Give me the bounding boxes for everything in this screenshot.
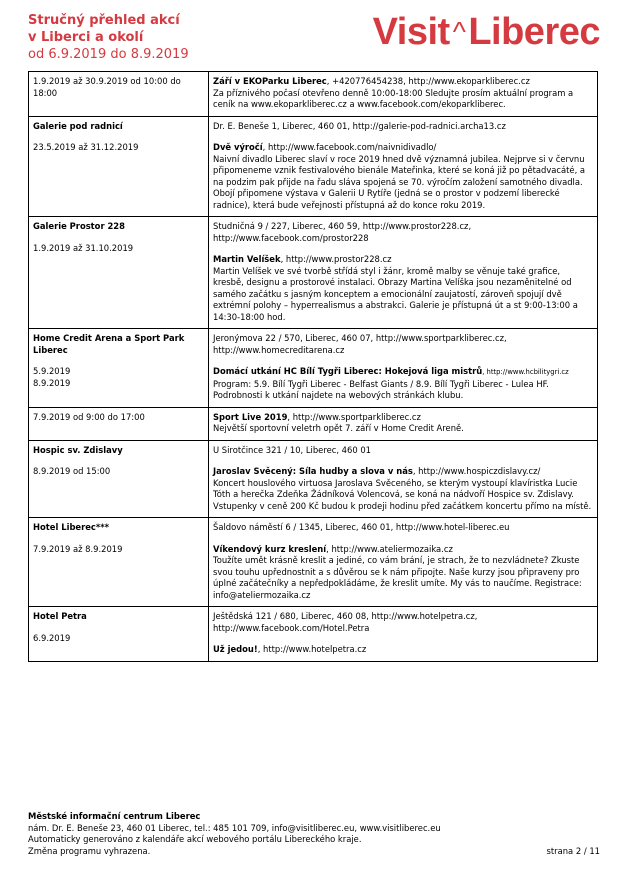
venue-row: [29, 440, 598, 518]
event-date: 23.5.2019 až 31.12.2019: [33, 142, 139, 152]
venue-details-cell: [209, 329, 598, 408]
venue-info-cell: [29, 116, 209, 217]
venue-address: Dr. E. Beneše 1, Liberec, 460 01, http://galerie-pod-radnici.archa13.cz: [213, 120, 506, 131]
visit-liberec-logo: [373, 12, 600, 52]
event-title: Dvě výročí: [213, 142, 263, 152]
event-title-line: [213, 466, 593, 478]
spacer: [33, 233, 204, 243]
event-title-line: [213, 76, 593, 88]
logo-caret-icon: ^: [452, 16, 466, 47]
venue-address: Jeronýmova 22 / 570, Liberec, 460 07, http://www.sportparkliberec.cz, http://www.homecreditarena.cz: [213, 333, 507, 355]
event-contact: , +420776454238, http://www.ekoparkliberec.cz: [326, 76, 530, 86]
venue-info-cell: [29, 217, 209, 329]
venue-row: [29, 407, 598, 440]
event-title-line: [213, 366, 593, 379]
subtitle-date-range: od 6.9.2019 do 8.9.2019: [28, 47, 189, 62]
footer-generated-note: Automaticky generováno z kalendáře akcí webového portálu Libereckého kraje.: [28, 834, 362, 844]
event-description: Koncert houslového virtuosa Jaroslava Svěceného, se kterým vystoupí klavíristka Lucie Tóth a herečka Zdeňka Žádníková Volencová, se koná na nádvoří Hospice sv. Zdislavy. Vstupenky v ceně 200 Kč budou k prodeji hodinu před začátkem koncertu přímo na místě.: [213, 477, 592, 511]
venue-row: [29, 607, 598, 662]
venue-info-cell: [29, 407, 209, 440]
event-date: 1.9.2019 až 31.10.2019: [33, 242, 134, 253]
event-contact: , http://www.prostor228.cz: [280, 254, 392, 264]
event-date: 7.9.2019 až 8.9.2019: [33, 543, 123, 554]
spacer: [213, 456, 593, 466]
venue-details-cell: [209, 440, 598, 518]
event-description: Za příznivého počasí otevřeno denně 10:00-18:00 Sledujte prosím aktuální program a ceník na www.ekoparkliberec.cz a www.facebook.com/ekoparkliberec.: [213, 87, 574, 109]
spacer: [33, 132, 204, 142]
venue-info-cell: [29, 329, 209, 408]
event-description: Toužíte umět krásně kreslit a jediné, co vám brání, je strach, že to nezvládnete? Zkuste svou touhu upřednostnit a s důvěrou se k nám připojte. Naše kurzy jsou připraveny pro úplné začátečníky a nepředpokládáme, že kreslit umíte. My vás to naučíme. Registrace: info@ateliermozaika.cz: [213, 555, 582, 600]
footer-disclaimer: Změna programu vyhrazena.: [28, 845, 151, 856]
venue-address: Ještědská 121 / 680, Liberec, 460 08, http://www.hotelpetra.cz, http://www.facebook.com/Hotel.Petra: [213, 611, 478, 633]
venue-name: Home Credit Arena a Sport Park Liberec: [33, 333, 185, 355]
event-contact: , http://www.ateliermozaika.cz: [326, 543, 453, 554]
event-title-line: [213, 254, 593, 266]
spacer: [213, 534, 593, 544]
venue-details-cell: [209, 72, 598, 117]
venue-name: Hospic sv. Zdislavy: [33, 444, 123, 455]
venue-info-cell: [29, 518, 209, 607]
spacer: [213, 132, 593, 142]
spacer: [213, 634, 593, 644]
footer-address: nám. Dr. E. Beneše 23, 460 01 Liberec, tel.: 485 101 709, info@visitliberec.eu, www.visitliberec.eu: [28, 822, 441, 833]
venue-address: U Sirotčince 321 / 10, Liberec, 460 01: [213, 444, 371, 455]
spacer: [33, 356, 204, 366]
venue-name: Galerie pod radnicí: [33, 120, 123, 131]
venue-details-cell: [209, 518, 598, 607]
footer-org: Městské informační centrum Liberec: [28, 811, 201, 821]
event-contact: , http://www.hotelpetra.cz: [257, 644, 367, 654]
subtitle-block: [28, 12, 189, 63]
page-header: [28, 12, 600, 68]
event-title: Září v EKOParku Liberec: [213, 76, 327, 86]
event-contact: , http://www.hospiczdislavy.cz/: [412, 466, 541, 476]
page-number: strana 2 / 11: [546, 845, 600, 856]
venue-details-cell: [209, 116, 598, 217]
event-contact: , http://www.facebook.com/naivnidivadlo/: [262, 142, 437, 152]
event-title: Domácí utkání HC Bílí Tygři Liberec: Hokejová liga mistrů: [213, 366, 483, 376]
events-table: [28, 71, 598, 662]
event-contact: , http://www.sportparkliberec.cz: [287, 411, 421, 422]
venue-row: [29, 329, 598, 408]
spacer: [213, 356, 593, 366]
venue-info-cell: [29, 72, 209, 117]
venue-details-cell: [209, 407, 598, 440]
page-footer: [28, 811, 600, 857]
event-title-line: [213, 644, 593, 656]
logo-word-visit: Visit: [372, 11, 450, 53]
spacer: [33, 623, 204, 633]
venue-name: Hotel Petra: [33, 611, 87, 621]
venue-row: [29, 518, 598, 607]
venue-name: Hotel Liberec***: [33, 522, 110, 532]
venue-row: [29, 116, 598, 217]
venue-row: [29, 72, 598, 117]
venue-info-cell: [29, 607, 209, 662]
event-description: Největší sportovní veletrh opět 7. září v Home Credit Areně.: [213, 423, 464, 433]
event-title: Už jedou!: [213, 644, 258, 654]
event-description: Naivní divadlo Liberec slaví v roce 2019 hned dvě významná jubilea. Nejprve si v červnu připomeneme vznik festivalového bienále Mateřinka, které se koná již po pětadvacáté, a na podzim pak přijde na řadu sláva spojená se 70. výročím založení samotného divadla. Obojí připomene výstava v Galerii U Rytíře (jedná se o prostor v podzemí liberecké radnice), která bude veřejnosti přístupná až do konce roku 2019.: [213, 153, 586, 210]
venue-details-cell: [209, 217, 598, 329]
subtitle-line-2: v Liberci a okolí: [28, 30, 144, 45]
event-description: Program: 5.9. Bílí Tygři Liberec - Belfast Giants / 8.9. Bílí Tygři Liberec - Lulea HF. Podrobnosti k utkání najdete na webových stránkách klubu.: [213, 378, 549, 400]
venue-details-cell: [209, 607, 598, 662]
event-title-line: [213, 412, 593, 424]
spacer: [33, 534, 204, 544]
event-date: 8.9.2019 od 15:00: [33, 466, 111, 476]
event-title: Víkendový kurz kreslení: [213, 543, 327, 554]
spacer: [213, 244, 593, 254]
subtitle-line-1: Stručný přehled akcí: [28, 13, 180, 28]
event-title: Sport Live 2019: [213, 411, 288, 422]
event-title: Jaroslav Svěcený: Síla hudby a slova v nás: [213, 466, 413, 476]
event-title-line: [213, 544, 593, 556]
venue-row: [29, 217, 598, 329]
spacer: [33, 456, 204, 466]
event-date: 6.9.2019: [33, 632, 71, 643]
event-date: 1.9.2019 až 30.9.2019 od 10:00 do 18:00: [33, 76, 181, 98]
event-date: 5.9.2019 8.9.2019: [33, 366, 71, 388]
event-title-line: [213, 142, 593, 154]
event-title: Martin Velíšek: [213, 254, 281, 264]
logo-word-liberec: Liberec: [468, 11, 600, 53]
venue-info-cell: [29, 440, 209, 518]
venue-address: Šaldovo náměstí 6 / 1345, Liberec, 460 01, http://www.hotel-liberec.eu: [213, 522, 510, 532]
venue-address: Studničná 9 / 227, Liberec, 460 59, http://www.prostor228.cz, http://www.facebook.com/prostor228: [213, 221, 472, 243]
event-contact: , http://www.hcbilitygri.cz: [482, 368, 569, 376]
event-description: Martin Velíšek ve své tvorbě střídá styl i žánr, kromě malby se věnuje také grafice, kresbě, designu a prostorové instalaci. Obrazy Martina Velíška jsou nezaměnitelné od samého začátku s jasným konceptem a emocionální zaujatostí, zároveň spojují dvě extrémní polohy – hyperrealismus a abstrakci. Galerie je přístupná út a st 9:00-13:00 a 14:30-18:00 hod.: [213, 265, 578, 322]
venue-name: Galerie Prostor 228: [33, 221, 125, 231]
event-date: 7.9.2019 od 9:00 do 17:00: [33, 411, 145, 422]
